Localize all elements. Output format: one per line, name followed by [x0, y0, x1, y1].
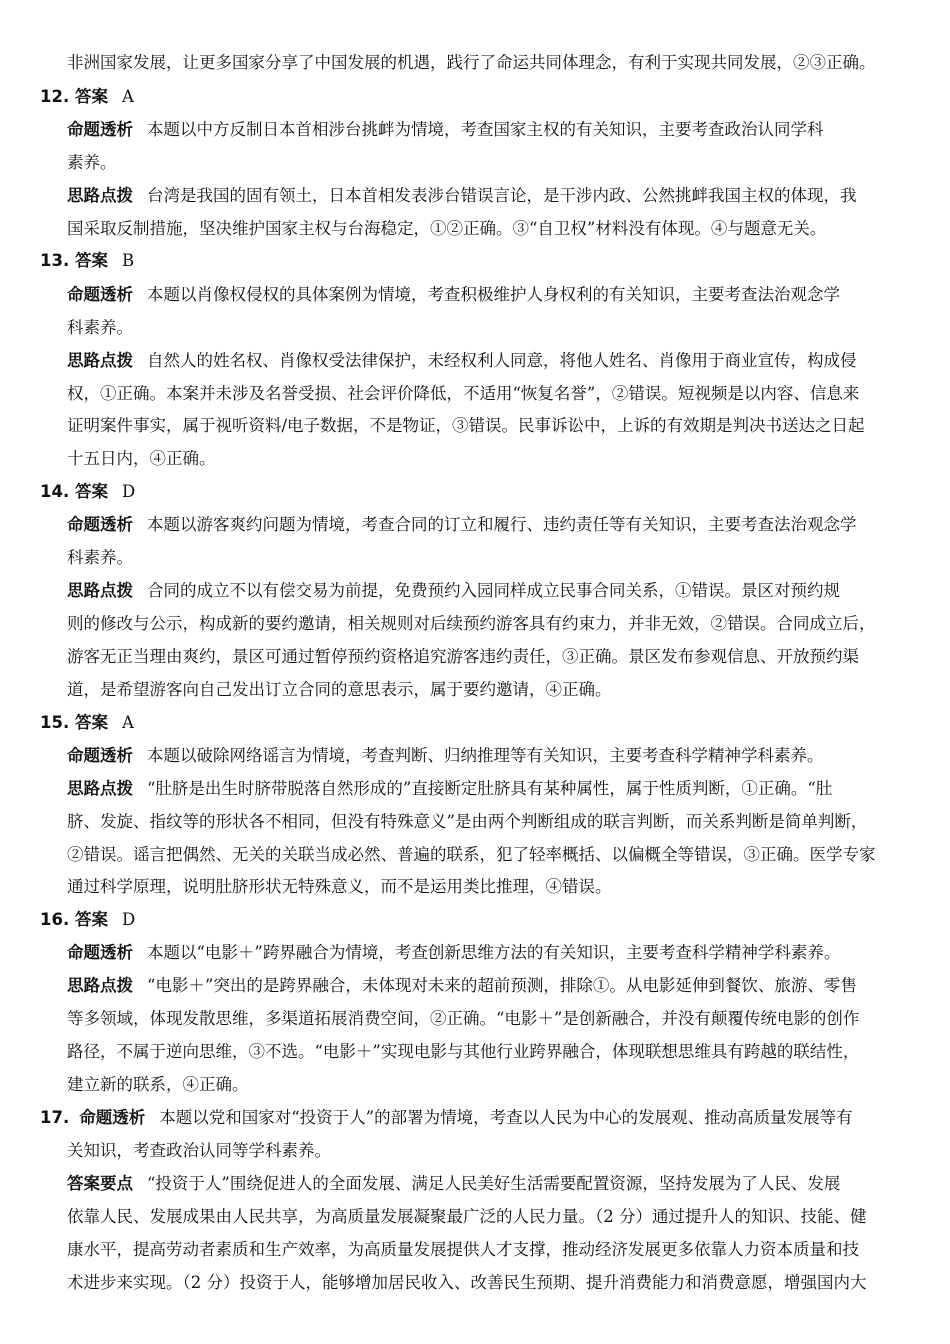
- section-label: 命题透析: [67, 285, 133, 304]
- question-number: 14. 答案: [40, 482, 108, 501]
- answer-letter: D: [121, 910, 136, 929]
- text-line: [67, 1035, 912, 1069]
- text-line: [67, 113, 912, 147]
- line-text: 本题以破除网络谣言为情境，考查判断、归纳推理等有关知识，主要考查科学精神学科素养。: [147, 746, 824, 765]
- text-line: [67, 278, 912, 312]
- text-line: [67, 673, 912, 707]
- text-line: [67, 146, 912, 180]
- line-text: 科素养。: [67, 548, 133, 567]
- line-text: 脐、发旋、指纹等的形状各不相同，但没有特殊意义”是由两个判断组成的联言判断，而关系判断是简单判断，: [67, 812, 868, 831]
- line-text: 则的修改与公示，构成新的要约邀请，相关规则对后续预约游客具有约束力，并非无效，②错误。合同成立后，: [67, 614, 876, 633]
- line-text: 本题以中方反制日本首相涉台挑衅为情境，考查国家主权的有关知识，主要考查政治认同学科: [147, 120, 824, 139]
- line-text: “肚脐是出生时脐带脱落自然形成的”直接断定肚脐具有某种属性，属于性质判断，①正确。“肚: [147, 779, 833, 798]
- line-text: 非洲国家发展，让更多国家分享了中国发展的机遇，践行了命运共同体理念，有利于实现共同发展，②③正确。: [67, 53, 876, 72]
- section-label: 思路点拨: [67, 581, 133, 600]
- question-number: 13. 答案: [40, 251, 108, 270]
- line-text: “投资于人”围绕促进人的全面发展、满足人民美好生活需要配置资源，坚持发展为了人民、发展: [147, 1174, 841, 1193]
- line-text: 自然人的姓名权、肖像权受法律保护，未经权利人同意，将他人姓名、肖像用于商业宣传，构成侵: [147, 351, 857, 370]
- section-label: 命题透析: [67, 120, 133, 139]
- text-line: [67, 1134, 912, 1168]
- text-line: [67, 46, 912, 80]
- text-line: [67, 311, 912, 345]
- text-line: [67, 442, 912, 476]
- text-line: [67, 574, 912, 608]
- line-text: ②错误。谣言把偶然、无关的关联当成必然、普遍的联系，犯了轻率概括、以偏概全等错误，③正确。医学专家: [67, 845, 876, 864]
- line-text: 关知识，考查政治认同等学科素养。: [67, 1141, 331, 1160]
- line-text: 证明案件事实，属于视听资料/电子数据，不是物证，③错误。民事诉讼中，上诉的有效期是判决书送达之日起: [67, 416, 865, 435]
- line-text: 本题以肖像权侵权的具体案例为情境，考查积极维护人身权利的有关知识，主要考查法治观念学: [147, 285, 840, 304]
- text-line: [67, 640, 912, 674]
- line-text: 十五日内，④正确。: [67, 449, 216, 468]
- line-text: 建立新的联系，④正确。: [67, 1075, 249, 1094]
- line-text: 术进步来实现。（2 分）投资于人，能够增加居民收入、改善民生预期、提升消费能力和消费意愿，增强国内大: [67, 1273, 867, 1292]
- answer-letter: D: [121, 482, 136, 501]
- text-line: [67, 969, 912, 1003]
- text-line: [67, 541, 912, 575]
- question-14-header: [40, 475, 135, 509]
- section-label: 答案要点: [67, 1174, 133, 1193]
- text-line: [67, 1200, 912, 1234]
- line-text: 路径，不属于逆向思维，③不选。“电影＋”实现电影与其他行业跨界融合，体现联想思维具有跨越的联结性，: [67, 1042, 860, 1061]
- text-line: [67, 344, 912, 378]
- text-line: [67, 179, 912, 213]
- line-text: 游客无正当理由爽约，景区可通过暂停预约资格追究游客违约责任，③正确。景区发布参观信息、开放预约渠: [67, 647, 859, 666]
- line-text: 等多领域，体现发散思维，多渠道拓展消费空间，②正确。“电影＋”是创新融合，并没有颠覆传统电影的创作: [67, 1009, 860, 1028]
- line-text: 权，①正确。本案并未涉及名誉受损、社会评价降低，不适用“恢复名誉”，②错误。短视频是以内容、信息来: [67, 384, 860, 403]
- section-label: 思路点拨: [67, 976, 133, 995]
- text-line: [67, 212, 912, 246]
- line-text: 台湾是我国的固有领土，日本首相发表涉台错误言论，是干涉内政、公然挑衅我国主权的体现，我: [147, 186, 857, 205]
- text-line: [67, 607, 912, 641]
- line-text: 国采取反制措施，坚决维护国家主权与台海稳定，①②正确。③“自卫权”材料没有体现。④与题意无关。: [67, 219, 827, 238]
- line-text: 道，是希望游客向自己发出订立合同的意思表示，属于要约邀请，④正确。: [67, 680, 612, 699]
- line-text: 本题以党和国家对“投资于人”的部署为情境，考查以人民为中心的发展观、推动高质量发展等有: [159, 1108, 853, 1127]
- question-number: 16. 答案: [40, 910, 108, 929]
- text-line: [67, 805, 912, 839]
- section-label: 命题透析: [67, 943, 133, 962]
- section-label: 命题透析: [67, 746, 133, 765]
- text-line: [67, 1167, 912, 1201]
- question-15-header: [40, 706, 134, 740]
- line-text: 依靠人民、发展成果由人民共享，为高质量发展凝聚最广泛的人民力量。（2 分）通过提升人的知识、技能、健: [67, 1207, 867, 1226]
- line-text: 科素养。: [67, 318, 133, 337]
- answer-letter: B: [121, 251, 135, 270]
- text-line: [67, 1266, 912, 1300]
- question-16-header: [40, 903, 135, 937]
- line-text: 合同的成立不以有偿交易为前提，免费预约入园同样成立民事合同关系，①错误。景区对预约规: [147, 581, 840, 600]
- line-text: “电影＋”突出的是跨界融合，未体现对未来的超前预测，排除①。从电影延伸到餐饮、旅游、零售: [147, 976, 857, 995]
- line-text: 素养。: [67, 153, 117, 172]
- text-line: [67, 508, 912, 542]
- line-text: 本题以游客爽约问题为情境，考查合同的订立和履行、违约责任等有关知识，主要考查法治观念学: [147, 515, 857, 534]
- answer-letter: A: [121, 87, 134, 106]
- answer-letter: A: [121, 713, 134, 732]
- text-line: [67, 739, 912, 773]
- section-label: 思路点拨: [67, 351, 133, 370]
- text-line: [67, 870, 912, 904]
- section-label: 思路点拨: [67, 779, 133, 798]
- question-13-header: [40, 244, 134, 278]
- question-number: 15. 答案: [40, 713, 108, 732]
- text-line: [67, 772, 912, 806]
- text-line: [67, 838, 912, 872]
- text-line: [67, 1233, 912, 1267]
- text-line: [67, 409, 912, 443]
- question-17-header: [40, 1101, 912, 1135]
- question-number: 17.: [40, 1108, 70, 1127]
- text-line: [67, 936, 912, 970]
- question-number: 12. 答案: [40, 87, 108, 106]
- section-label: 思路点拨: [67, 186, 133, 205]
- text-line: [67, 377, 912, 411]
- text-line: [67, 1068, 912, 1102]
- line-text: 康水平，提高劳动者素质和生产效率，为高质量发展提供人才支撑，推动经济发展更多依靠人力资本质量和技: [67, 1240, 859, 1259]
- text-line: [67, 1002, 912, 1036]
- question-12-header: [40, 80, 134, 114]
- line-text: 通过科学原理，说明肚脐形状无特殊意义，而不是运用类比推理，④错误。: [67, 877, 612, 896]
- line-text: 本题以“电影＋”跨界融合为情境，考查创新思维方法的有关知识，主要考查科学精神学科素养。: [147, 943, 841, 962]
- section-label: 命题透析: [67, 515, 133, 534]
- section-label: 命题透析: [79, 1108, 146, 1127]
